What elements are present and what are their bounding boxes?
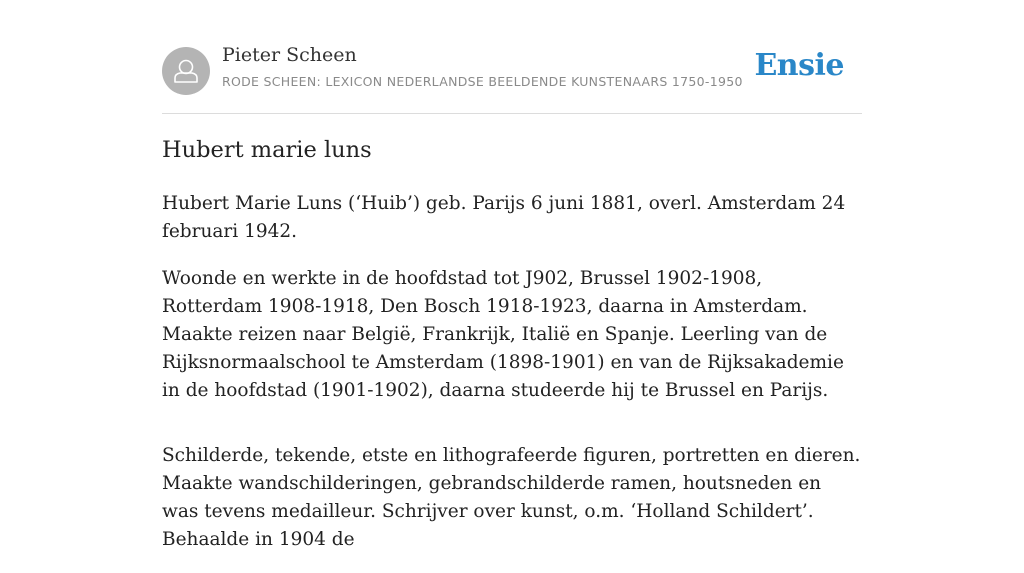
page-title: Hubert marie luns: [162, 137, 372, 163]
ensie-logo[interactable]: Ensie: [754, 48, 844, 83]
paragraph: Schilderde, tekende, etste en lithografeerde figuren, portretten en dieren. Maakte wandschilderingen, gebrandschilderde ramen, houtsneden en was tevens medailleur. Schrijver over kunst, o.m. ‘Holland Schildert’. Behaalde in 1904 de: [162, 445, 861, 550]
paragraph: Hubert Marie Luns (‘Huib’) geb. Parijs 6 juni 1881, overl. Amsterdam 24 februari 1942.: [162, 193, 846, 242]
source-title[interactable]: RODE SCHEEN: LEXICON NEDERLANDSE BEELDENDE KUNSTENAARS 1750-1950: [222, 74, 743, 89]
user-icon: [162, 47, 210, 95]
article-body: [162, 190, 862, 573]
paragraph: Woonde en werkte in de hoofdstad tot J902, Brussel 1902-1908, Rotterdam 1908-1918, Den Bosch 1918-1923, daarna in Amsterdam. Maakte reizen naar België, Frankrijk, Italië en Spanje. Leerling van de Rijksnormaalschool te Amsterdam (1898-1901) en van de Rijksakademie in de hoofdstad (1901-1902), daarna studeerde hij te Brussel en Parijs.: [162, 268, 844, 401]
author-name[interactable]: Pieter Scheen: [222, 44, 357, 66]
article-page: [162, 0, 862, 550]
avatar[interactable]: [162, 47, 210, 95]
article-header: [162, 0, 862, 114]
